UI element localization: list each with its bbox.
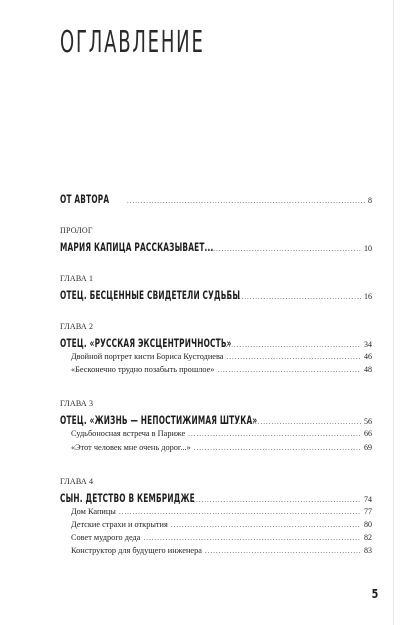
toc-subentry[interactable]: [71, 507, 372, 520]
chapter-title: СЫН. ДЕТСТВО В КЕМБРИДЖЕ: [60, 490, 195, 505]
page-ref: 46: [364, 352, 372, 361]
chapter-title: ОТ АВТОРА: [60, 192, 110, 206]
page-ref: 56: [364, 417, 372, 427]
toc-subentry[interactable]: [71, 429, 372, 442]
page-ref: 83: [364, 546, 372, 556]
toc-subentry[interactable]: [71, 365, 372, 378]
page-ref: 66: [364, 429, 372, 439]
leader-dots: [226, 353, 361, 361]
subsection-title: «Бесконечно трудно позабыть прошлое»: [71, 365, 215, 375]
chapter-title: ОТЕЦ. БЕСЦЕННЫЕ СВИДЕТЕЛИ СУДЬБЫ: [60, 288, 241, 302]
page-ref: 16: [364, 292, 372, 301]
toc-section-chapter-3: [60, 400, 372, 455]
page-ref: 48: [364, 365, 372, 375]
subsection-list: [71, 352, 372, 378]
page-ref: 82: [364, 533, 372, 543]
subsection-list: [71, 429, 372, 455]
subsection-title: Конструктор для будущего инженера: [71, 546, 202, 556]
section-label: ГЛАВА 4: [60, 476, 94, 486]
toc-section-chapter-1: [60, 275, 372, 301]
section-label: ГЛАВА 3: [60, 399, 94, 409]
subsection-title: Дом Капицы: [71, 506, 116, 516]
subsection-title: «Этот человек мне очень дорог...»: [71, 442, 191, 452]
page-ref: 74: [364, 494, 372, 504]
toc-section-foreword: [60, 190, 372, 205]
subsection-title: Совет мудрого деда: [71, 533, 141, 543]
leader-dots: [188, 430, 361, 438]
toc-entry[interactable]: [60, 190, 372, 205]
toc-subentry[interactable]: [71, 443, 372, 456]
leader-dots: [194, 444, 361, 452]
page-number: 5: [371, 587, 378, 601]
toc-entry[interactable]: [60, 286, 372, 301]
toc-entry[interactable]: [60, 238, 372, 253]
leader-dots: [205, 245, 361, 253]
toc-section-chapter-2: [60, 323, 372, 378]
subsection-title: Судьбоносная встреча в Париже: [71, 429, 186, 439]
table-of-contents: [60, 190, 372, 582]
subsection-title: Двойной портрет кисти Бориса Кустодиева: [71, 352, 224, 361]
toc-section-prologue: [60, 227, 372, 253]
section-label: ПРОЛОГ: [60, 226, 93, 235]
leader-dots: [171, 521, 361, 529]
page-ref: 77: [364, 506, 372, 516]
leader-dots: [185, 496, 361, 504]
toc-subentry[interactable]: [71, 533, 372, 546]
chapter-title: МАРИЯ КАПИЦА РАССКАЗЫВАЕТ...: [60, 240, 214, 254]
chapter-title: ОТЕЦ. «РУССКАЯ ЭКСЦЕНТРИЧНОСТЬ»: [60, 336, 232, 350]
toc-section-chapter-4: [60, 478, 372, 560]
subsection-title: Детские страхи и открытия: [71, 519, 168, 529]
page-edge-divider: [393, 0, 394, 625]
leader-dots: [143, 534, 361, 542]
toc-entry[interactable]: [60, 334, 372, 349]
toc-subentry[interactable]: [71, 546, 372, 559]
toc-subentry[interactable]: [71, 352, 372, 365]
leader-dots: [127, 197, 365, 205]
page-ref: 8: [368, 196, 372, 205]
page-ref: 34: [364, 340, 372, 349]
toc-subentry[interactable]: [71, 520, 372, 533]
page-ref: 80: [364, 519, 372, 529]
page-ref: 69: [364, 442, 372, 452]
leader-dots: [119, 508, 361, 516]
toc-entry[interactable]: [60, 489, 372, 504]
leader-dots: [205, 547, 361, 555]
section-label: ГЛАВА 1: [60, 274, 94, 283]
leader-dots: [225, 293, 361, 301]
chapter-title: ОТЕЦ. «ЖИЗНЬ — НЕПОСТИЖИМАЯ ШТУКА»: [60, 413, 258, 428]
toc-entry[interactable]: [60, 411, 372, 426]
page-ref: 10: [364, 244, 372, 253]
page-title: ОГЛАВЛЕНИЕ: [60, 25, 205, 60]
leader-dots: [217, 366, 361, 374]
leader-dots: [223, 341, 361, 349]
section-label: ГЛАВА 2: [60, 322, 94, 331]
subsection-list: [71, 507, 372, 560]
